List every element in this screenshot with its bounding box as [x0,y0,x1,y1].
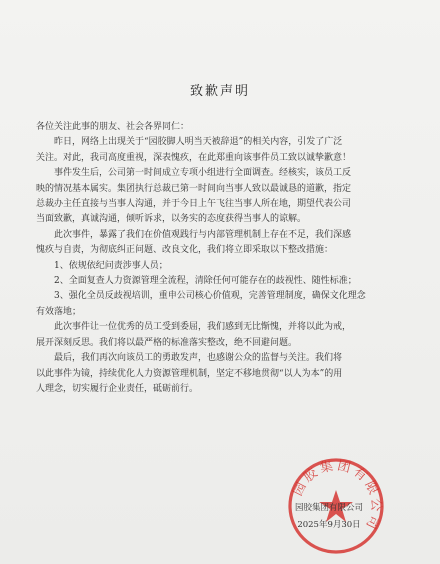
paragraph [36,351,414,397]
paragraph-line: 当面致歉，真诚沟通，倾听诉求，以务实的态度获得当事人的谅解。 [36,214,307,225]
paragraph [36,228,414,259]
signature-company: 园胶集团有限公司 [294,503,363,513]
paragraph-line: 以此事件为镜，持续优化人力资源管理机制，坚定不移地贯彻“以人为本”的用 [36,368,343,379]
document-body [36,120,414,397]
paragraph [36,166,414,228]
paragraph-line: 事件发生后，公司第一时间成立专项小组进行全面调查。经核实，该员工反 [54,168,352,179]
paragraph-line: 有效落地； [36,306,82,317]
svg-text:园胶集团有限公司: 园胶集团有限公司 [290,458,384,534]
paragraph-line: 最后，我们再次向该员工的勇敢发声，也感谢公众的监督与关注。我们将 [54,353,343,364]
paragraph [36,320,414,351]
paragraph-line: 此次事件让一位优秀的员工受到委屈，我们感到无比惭愧，并将以此为戒， [54,322,352,333]
paragraph-line: 人理念，切实履行企业责任，砥砺前行。 [36,383,199,394]
paragraph [36,135,414,166]
paragraph-line: 愧疚与自责，为彻底纠正问题、改良文化，我们将立即采取以下整改措施： [36,245,334,256]
salutation: 各位关注此事的朋友、社会各界同仁： [36,122,190,132]
paragraph-line: 展开深刻反思。我们将以最严格的标准落实整改，绝不回避问题。 [36,337,298,348]
paragraph-line: 1、依规依纪问责涉事人员； [54,260,168,271]
paragraph-line: 映的情况基本属实。集团执行总裁已第一时间向当事人致以最诚恳的道歉，指定 [36,183,352,194]
paragraph [36,259,414,274]
paragraph-line: 2、全面复查人力资源管理全流程，清除任何可能存在的歧视性、随性标准； [54,276,357,287]
paragraph [36,274,414,289]
paragraphs [36,135,414,397]
document-title: 致歉声明 [189,84,250,99]
signature-date: 2025年9月30日 [297,520,361,530]
paragraph-line: 关注。对此，我司高度重视，深表愧疚，在此郑重向该事件员工致以诚挚歉意！ [36,152,352,163]
paragraph-line: 昨日，网络上出现关于“园胶脚人明当天被辞退”的相关内容，引发了广泛 [54,137,343,148]
paragraph [36,289,414,320]
signature-block [274,500,384,534]
paragraph-line: 此次事件，暴露了我们在价值观践行与内部管理机制上存在不足，我们深感 [54,229,352,240]
paragraph-line: 3、强化全员反歧视培训，重申公司核心价值观，完善管理制度，确保文化理念 [54,291,366,302]
paragraph-line: 总裁办主任直接与当事人沟通，并于今日上午飞往当事人所在地，期望代表公司 [36,199,352,210]
